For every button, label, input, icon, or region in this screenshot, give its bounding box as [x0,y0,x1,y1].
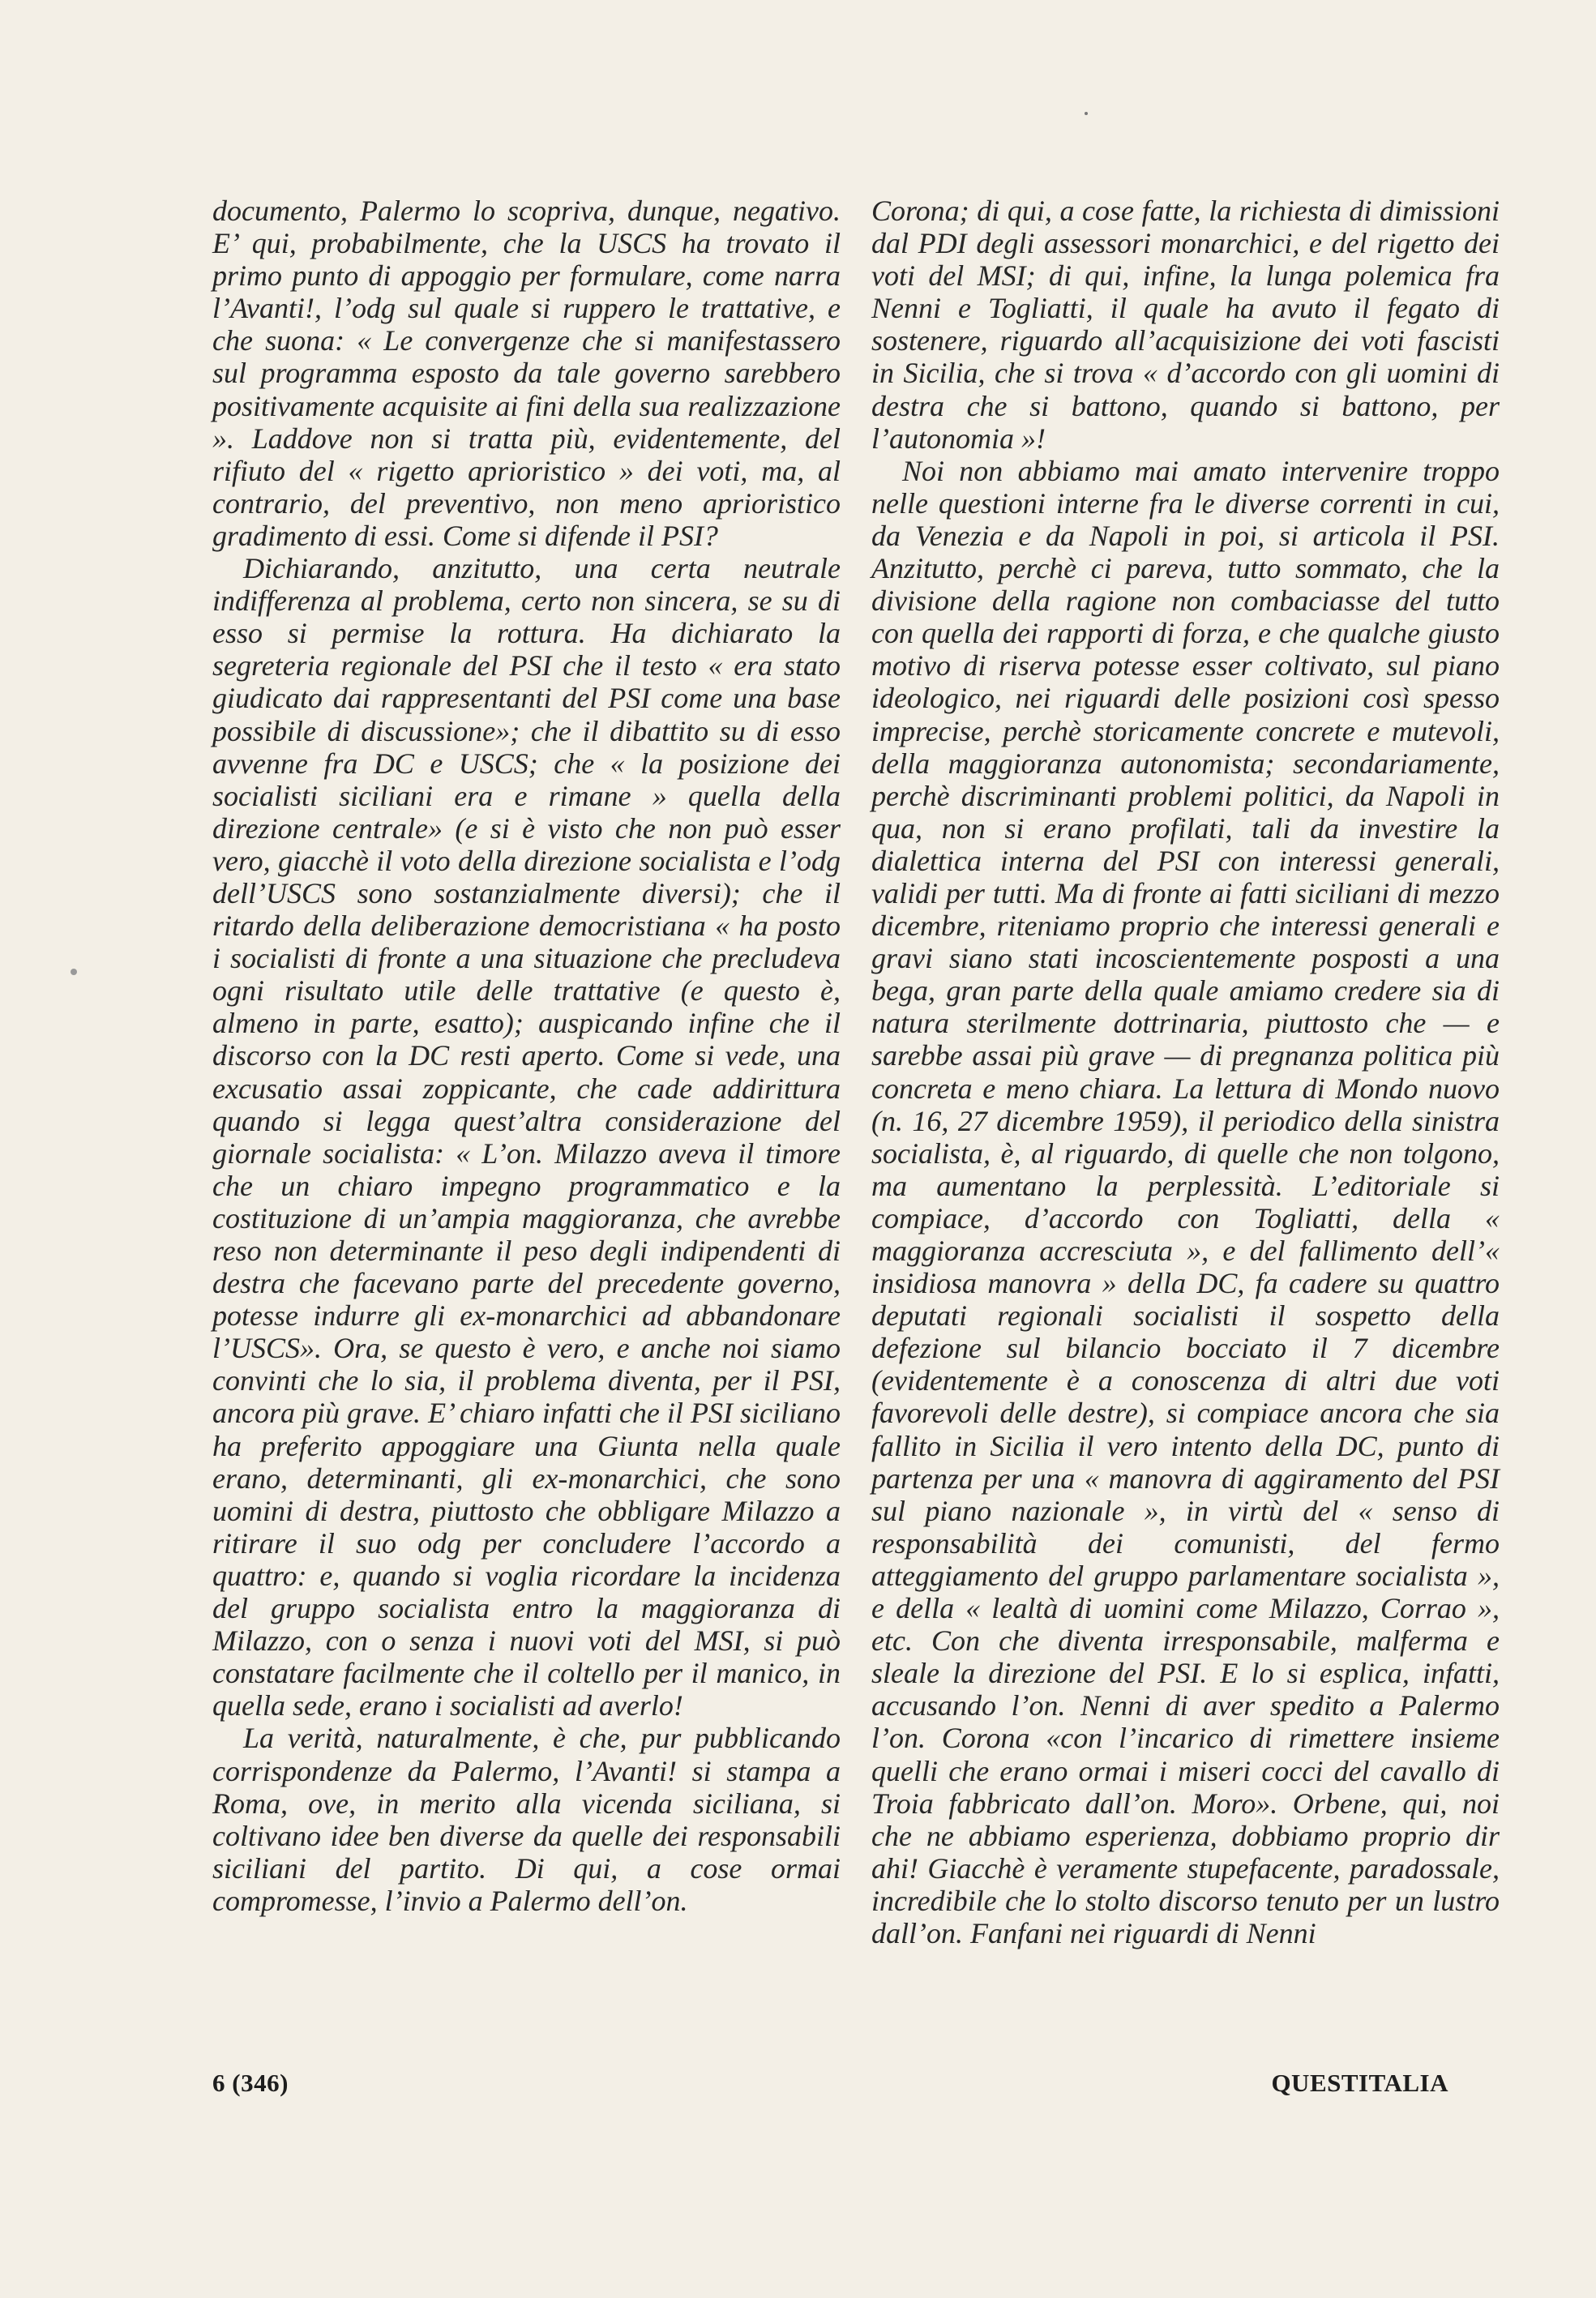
page-number: 6 (346) [212,2069,289,2097]
paragraph: documento, Palermo lo scopriva, dunque, negativo. E’ qui, probabilmente, che la USCS ha trovato il primo punto di appoggio per formulare, come narra l’Avanti!, l’odg sul quale si ruppero le trattative, e che suona: « Le convergenze che si manifestassero sul programma esposto da tale governo sarebbero positivamente acquisite ai fini della sua realizzazione ». Laddove non si tratta più, evidentemente, del rifiuto del « rigetto aprioristico » dei voti, ma, al contrario, del preventivo, non meno aprioristico gradimento di essi. Come si difende il PSI? [212,195,841,552]
paragraph: Corona; di qui, a cose fatte, la richiesta di dimissioni dal PDI degli assessori monarchici, e del rigetto dei voti del MSI; di qui, infine, la lunga polemica fra Nenni e Togliatti, il quale ha avuto il fegato di sostenere, riguardo all’acquisizione dei voti fascisti in Sicilia, che si trova « d’accordo con gli uomini di destra che si battono, quando si battono, per l’autonomia »! [871,195,1500,455]
publication-name: QUESTITALIA [1271,2069,1448,2097]
paragraph: Dichiarando, anzitutto, una certa neutrale indifferenza al problema, certo non sincera, se su di esso si permise la rottura. Ha dichiarato la segreteria regionale del PSI che il testo « era stato giudicato dai rappresentanti del PSI come una base possibile di discussione»; che il dibattito su di esso avvenne fra DC e USCS; che « la posizione dei socialisti siciliani era e rimane » quella della direzione centrale» (e si è visto che non può esser vero, giacchè il voto della direzione socialista e l’odg dell’USCS sono sostanzialmente diversi); che il ritardo della deliberazione democristiana « ha posto i socialisti di fronte a una situazione che precludeva ogni risultato utile delle trattative (e questo è, almeno in parte, esatto); auspicando infine che il discorso con la DC resti aperto. Come si vede, una excusatio assai zoppicante, che cade addirittura quando si legga quest’altra considerazione del giornale socialista: « L’on. Milazzo aveva il timore che un chiaro impegno programmatico e la costituzione di un’ampia maggioranza, che avrebbe reso non determinante il peso degli indipendenti di destra che facevano parte del precedente governo, potesse indurre gli ex-monarchici ad abbandonare l’USCS». Ora, se questo è vero, e anche noi siamo convinti che lo sia, il problema diventa, per il PSI, ancora più grave. E’ chiaro infatti che il PSI siciliano ha preferito appoggiare una Giunta nella quale erano, determinanti, gli ex-monarchici, che sono uomini di destra, piuttosto che obbligare Milazzo a ritirare il suo odg per concludere l’accordo a quattro: e, quando si voglia ricordare la incidenza del gruppo socialista entro la maggioranza di Milazzo, con o senza i nuovi voti del MSI, si può constatare facilmente che il coltello per il manico, in quella sede, erano i socialisti ad averlo! [212,552,841,1722]
right-text-column [871,195,1500,1949]
paper-speck [71,969,77,975]
left-text-column [212,195,841,1917]
paragraph: La verità, naturalmente, è che, pur pubblicando corrispondenze da Palermo, l’Avanti! si stampa a Roma, ove, in merito alla vicenda siciliana, si coltivano idee ben diverse da quelle dei responsabili siciliani del partito. Di qui, a cose ormai compromesse, l’invio a Palermo dell’on. [212,1722,841,1917]
paragraph: Noi non abbiamo mai amato intervenire troppo nelle questioni interne fra le diverse correnti in cui, da Venezia e da Napoli in poi, si articola il PSI. Anzitutto, perchè ci pareva, tutto sommato, che la divisione della ragione non combaciasse del tutto con quella dei rapporti di forza, e che qualche giusto motivo di riserva potesse esser coltivato, sul piano ideologico, nei riguardi delle posizioni così spesso imprecise, perchè storicamente concrete e mutevoli, della maggioranza autonomista; secondariamente, perchè discriminanti problemi politici, da Napoli in qua, non si erano profilati, tali da investire la dialettica interna del PSI con interessi generali, validi per tutti. Ma di fronte ai fatti siciliani di mezzo dicembre, riteniamo proprio che interessi generali e gravi siano stati incoscientemente posposti a una bega, gran parte della quale amiamo credere sia di natura sterilmente dottrinaria, piuttosto che — e sarebbe assai più grave — di pregnanza politica più concreta e meno chiara. La lettura di Mondo nuovo (n. 16, 27 dicembre 1959), il periodico della sinistra socialista, è, al riguardo, di quelle che non tolgono, ma aumentano la perplessità. L’editoriale si compiace, d’accordo con Togliatti, della « maggioranza accresciuta », e del fallimento dell’« insidiosa manovra » della DC, fa cadere su quattro deputati regionali socialisti il sospetto della defezione sul bilancio bocciato il 7 dicembre (evidentemente è a conoscenza di altri due voti favorevoli delle destre), si compiace ancora che sia fallito in Sicilia il vero intento della DC, punto di partenza per una « manovra di aggiramento del PSI sul piano nazionale », in virtù del « senso di responsabilità dei comunisti, del fermo atteggiamento del gruppo parlamentare socialista », e della « lealtà di uomini come Milazzo, Corrao », etc. Con che diventa irresponsabile, malferma e sleale la direzione del PSI. E lo si esplica, infatti, accusando l’on. Nenni di aver spedito a Palermo l’on. Corona «con l’incarico di rimettere insieme quelli che erano ormai i miseri cocci del cavallo di Troia fabbricato dall’on. Moro». Orbene, qui, noi che ne abbiamo esperienza, dobbiamo proprio dir ahi! Giacchè è veramente stupefacente, paradossale, incredibile che lo stolto discorso tenuto per un lustro dall’on. Fanfani nei riguardi di Nenni [871,454,1500,1949]
paper-speck [1085,112,1088,115]
